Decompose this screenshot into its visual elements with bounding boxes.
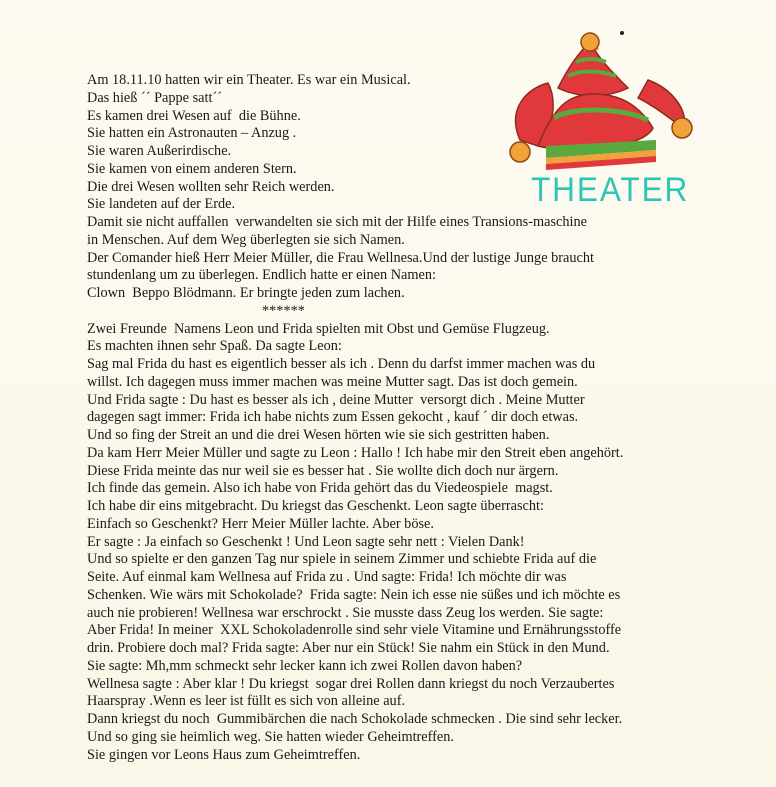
text-line: Sie waren Außerirdische. (87, 143, 232, 159)
text-line: Es kamen drei Wesen auf die Bühne. (87, 107, 301, 124)
text-line: Schenken. Wie wärs mit Schokolade? Frida sagte: Nein ich esse nie süßes und ich möchte es (87, 586, 621, 603)
text-line: ****** (262, 302, 305, 319)
text-line: Und so spielte er den ganzen Tag nur spiele in seinem Zimmer und schiebte Frida auf die (87, 551, 597, 568)
text-line: drin. Probiere doch mal? Frida sagte: Aber nur ein Stück! Sie nahm ein Stück in den Mund. (87, 640, 610, 656)
text-line: Sag mal Frida du hast es eigentlich besser als ich . Denn du darfst immer machen was du (87, 356, 596, 372)
text-line: Sie sagte: Mh,mm schmeckt sehr lecker kann ich zwei Rollen davon haben? (87, 657, 523, 674)
text-line: Zwei Freunde Namens Leon und Frida spielten mit Obst und Gemüse Flugzeug. (87, 320, 550, 337)
text-line: Aber Frida! In meiner XXL Schokoladenrolle sind sehr viele Vitamine und Ernährungsstoffe (87, 622, 622, 639)
text-line: Und Frida sagte : Du hast es besser als ich , deine Mutter versorgt dich . Meine Mutter (87, 391, 585, 408)
text-line: Wellnesa sagte : Aber klar ! Du kriegst sogar drei Rollen dann kriegst du noch Verzaubertes (87, 675, 615, 692)
text-line: Ich finde das gemein. Also ich habe von Frida gehört das du Viedeospiele magst. (87, 480, 553, 497)
text-line: Einfach so Geschenkt? Herr Meier Müller lachte. Aber böse. (87, 515, 434, 532)
text-line: Sie landeten auf der Erde. (87, 196, 236, 213)
text-line: Haarspray .Wenn es leer ist füllt es sich von alleine auf. (87, 693, 406, 710)
text-line: Es machten ihnen sehr Spaß. Da sagte Leon: (87, 338, 342, 355)
text-line: Sie gingen vor Leons Haus zum Geheimtreffen. (87, 746, 361, 763)
text-line: Clown Beppo Blödmann. Er bringte jeden zum lachen. (87, 285, 405, 301)
text-line: Das hieß ´´ Pappe satt´´ (87, 89, 222, 106)
text-line: Dann kriegst du noch Gummibärchen die nach Schokolade schmecken . Die sind sehr lecker. (87, 711, 623, 727)
text-line: Der Comander hieß Herr Meier Müller, die Frau Wellnesa.Und der lustige Junge braucht (87, 249, 594, 266)
text-line: Ich habe dir eins mitgebracht. Du kriegst das Geschenkt. Leon sagte überrascht: (87, 498, 544, 514)
text-line: Seite. Auf einmal kam Wellnesa auf Frida zu . Und sagte: Frida! Ich möchte dir was (87, 569, 567, 585)
text-line: Die drei Wesen wollten sehr Reich werden. (87, 178, 335, 195)
text-line: Und so fing der Streit an und die drei Wesen hörten wie sie sich gestritten haben. (87, 427, 550, 443)
text-line: Diese Frida meinte das nur weil sie es besser hat . Sie wollte dich doch nur ärgern. (87, 462, 559, 479)
text-line: Da kam Herr Meier Müller und sagte zu Leon : Hallo ! Ich habe mir den Streit eben angehört. (87, 444, 624, 461)
text-line: Sie kamen von einem anderen Stern. (87, 160, 297, 177)
text-line: Sie hatten ein Astronauten – Anzug . (87, 125, 297, 142)
text-line: stundenlang um zu überlegen. Endlich hatte er einen Namen: (87, 267, 436, 284)
text-line: Am 18.11.10 hatten wir ein Theater. Es war ein Musical. (87, 72, 411, 88)
text-line: Und so ging sie heimlich weg. Sie hatten wieder Geheimtreffen. (87, 728, 454, 745)
text-line: dagegen sagt immer: Frida ich habe nichts zum Essen gekocht , kauf ´ dir doch etwas. (87, 409, 579, 426)
text-line: willst. Ich dagegen muss immer machen was meine Mutter sagt. Das ist doch gemein. (87, 373, 578, 390)
text-line: in Menschen. Auf dem Weg überlegten sie sich Namen. (87, 231, 405, 248)
text-line: auch nie probieren! Wellnesa war erschrockt . Sie musste dass Zeug los werden. Sie sagte: (87, 604, 604, 621)
story-text (87, 72, 727, 764)
theater-heading: THEATER (531, 171, 690, 209)
text-line: Er sagte : Ja einfach so Geschenkt ! Und Leon sagte sehr nett : Vielen Dank! (87, 533, 525, 550)
text-line: Damit sie nicht auffallen verwandelten sie sich mit der Hilfe eines Transions-maschine (87, 214, 587, 230)
